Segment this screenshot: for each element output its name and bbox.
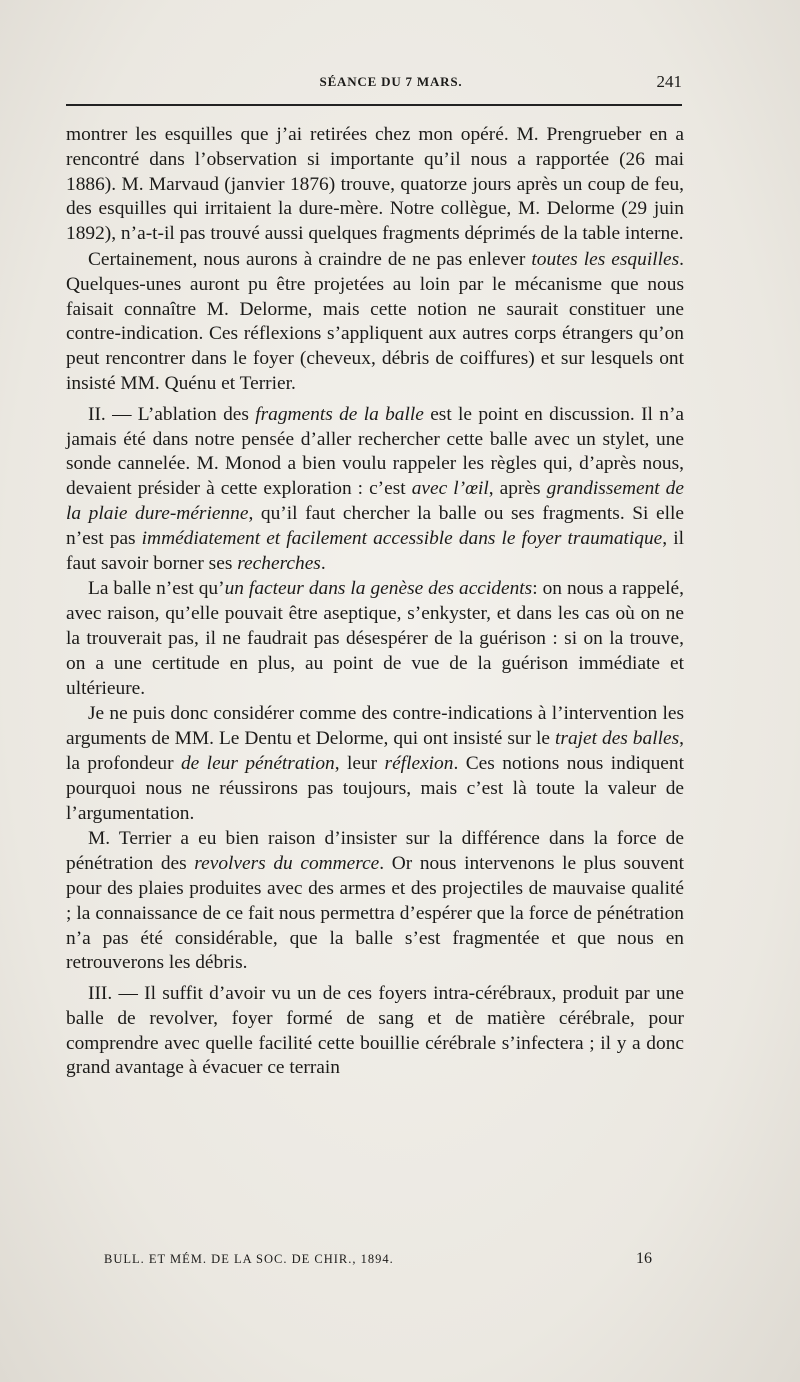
paragraph [66, 123, 684, 247]
italic-text: avec l’œil [411, 478, 489, 500]
italic-text: réflexion [384, 752, 454, 774]
page-footer [104, 1252, 652, 1272]
text-run: . Quelques-unes auront pu être projetées au loin par le mécanisme que nous faisait connaître M. Delorme, mais cette notion ne saurait constituer une contre-indication. Ces réflexions s’appliquent aux autres corps étrangers qu’on peut rencontrer dans le foyer (cheveux, débris de coiffures) et sur lesquels ont insisté MM. Quénu et Terrier. [66, 248, 684, 394]
italic-text: immédiatement et facilement accessible dans le foyer traumatique [141, 527, 663, 549]
italic-text: fragments de la balle [255, 403, 424, 425]
paragraph [66, 248, 684, 397]
paragraph [66, 827, 684, 976]
paragraph [66, 577, 684, 701]
page-header [100, 74, 682, 98]
text-run: , il faut savoir borner ses [66, 527, 684, 574]
italic-text: grandissement de la plaie dure-mérienne [66, 478, 684, 524]
italic-text: de leur pénétration [180, 752, 335, 774]
paragraph [66, 702, 684, 826]
italic-text: toutes les esquilles [531, 248, 680, 270]
page-number: 241 [656, 72, 682, 91]
text-run: , après [488, 478, 547, 500]
italic-text: trajet des balles [555, 728, 680, 750]
text-run: , qu’il faut chercher la balle ou ses fragments. Si elle n’est pas [66, 502, 684, 549]
text-run: est le point en discussion. Il n’a jamais été dans notre pensée d’aller rechercher cette balle avec un stylet, une sonde cannelée. M. Monod a bien voulu rappeler les règles qui, d’après nous, devaient présider à cette exploration : c’est [66, 403, 685, 500]
text-run: . [320, 552, 326, 574]
text-run: : on nous a rappelé, avec raison, qu’elle pouvait être aseptique, s’enkyster, et dans les cas où on ne la trouverait pas, il ne faudrait pas désespérer de la guérison : si on la trouve, on a une certitude en plus, au point de vue de la guérison immédiate et ultérieure. [66, 578, 685, 699]
text-run: , leur [334, 752, 385, 774]
journal-reference: BULL. ET MÉM. DE LA SOC. DE CHIR., 1894. [104, 1252, 394, 1266]
text-run: II. — L’ablation des [88, 403, 256, 425]
text-run: , la profondeur [66, 728, 684, 774]
text-run: M. Terrier a eu bien raison d’insister sur la différence dans la force de pénétration des [66, 828, 684, 875]
text-run: . Ces notions nous indiquent pourquoi nous ne réussirons pas toujours, mais c’est là toute la valeur de l’argumentation. [66, 752, 684, 824]
signature-mark: 16 [636, 1250, 652, 1267]
italic-text: un facteur dans la genèse des accidents [224, 578, 533, 600]
running-title: SÉANCE DU 7 MARS. [319, 74, 463, 89]
text-run: Je ne puis donc considérer comme des contre-indications à l’intervention les arguments de MM. Le Dentu et Delorme, qui ont insisté sur le [66, 703, 684, 750]
text-run: montrer les esquilles que j’ai retirées chez mon opéré. M. Prengrueber en a rencontré dans l’observation si importante qu’il nous a rapportée (26 mai 1886). M. Marvaud (janvier 1876) trouve, quatorze jours après un coup de feu, des esquilles qui irritaient la dure-mère. Notre collègue, M. Delorme (29 juin 1892), n’a-t-il pas trouvé aussi quelques fragments déprimés de la table interne. [66, 124, 684, 245]
header-rule [66, 104, 682, 106]
text-run: La balle n’est qu’ [88, 578, 225, 600]
text-run: III. — Il suffit d’avoir vu un de ces foyers intra-cérébraux, produit par une balle de revolver, foyer formé de sang et de matière cérébrale, pour comprendre avec quelle facilité cette bouillie cérébrale s’infectera ; il y a donc grand avantage à évacuer ce terrain [66, 983, 684, 1079]
paragraph [66, 982, 684, 1081]
paragraph [66, 403, 684, 577]
body-text [66, 123, 684, 1082]
italic-text: recherches [237, 552, 321, 574]
text-run: . Or nous intervenons le plus souvent pour des plaies produites avec des armes et des projectiles de mauvaise qualité ; la connaissance de ce fait nous permettra d’espérer que la force de pénétration n’a pas été considérable, que la balle s’est fragmentée et que nous en retrouverons les débris. [66, 853, 685, 974]
italic-text: revolvers du commerce [194, 853, 380, 875]
text-run: Certainement, nous aurons à craindre de ne pas enlever [88, 248, 532, 270]
